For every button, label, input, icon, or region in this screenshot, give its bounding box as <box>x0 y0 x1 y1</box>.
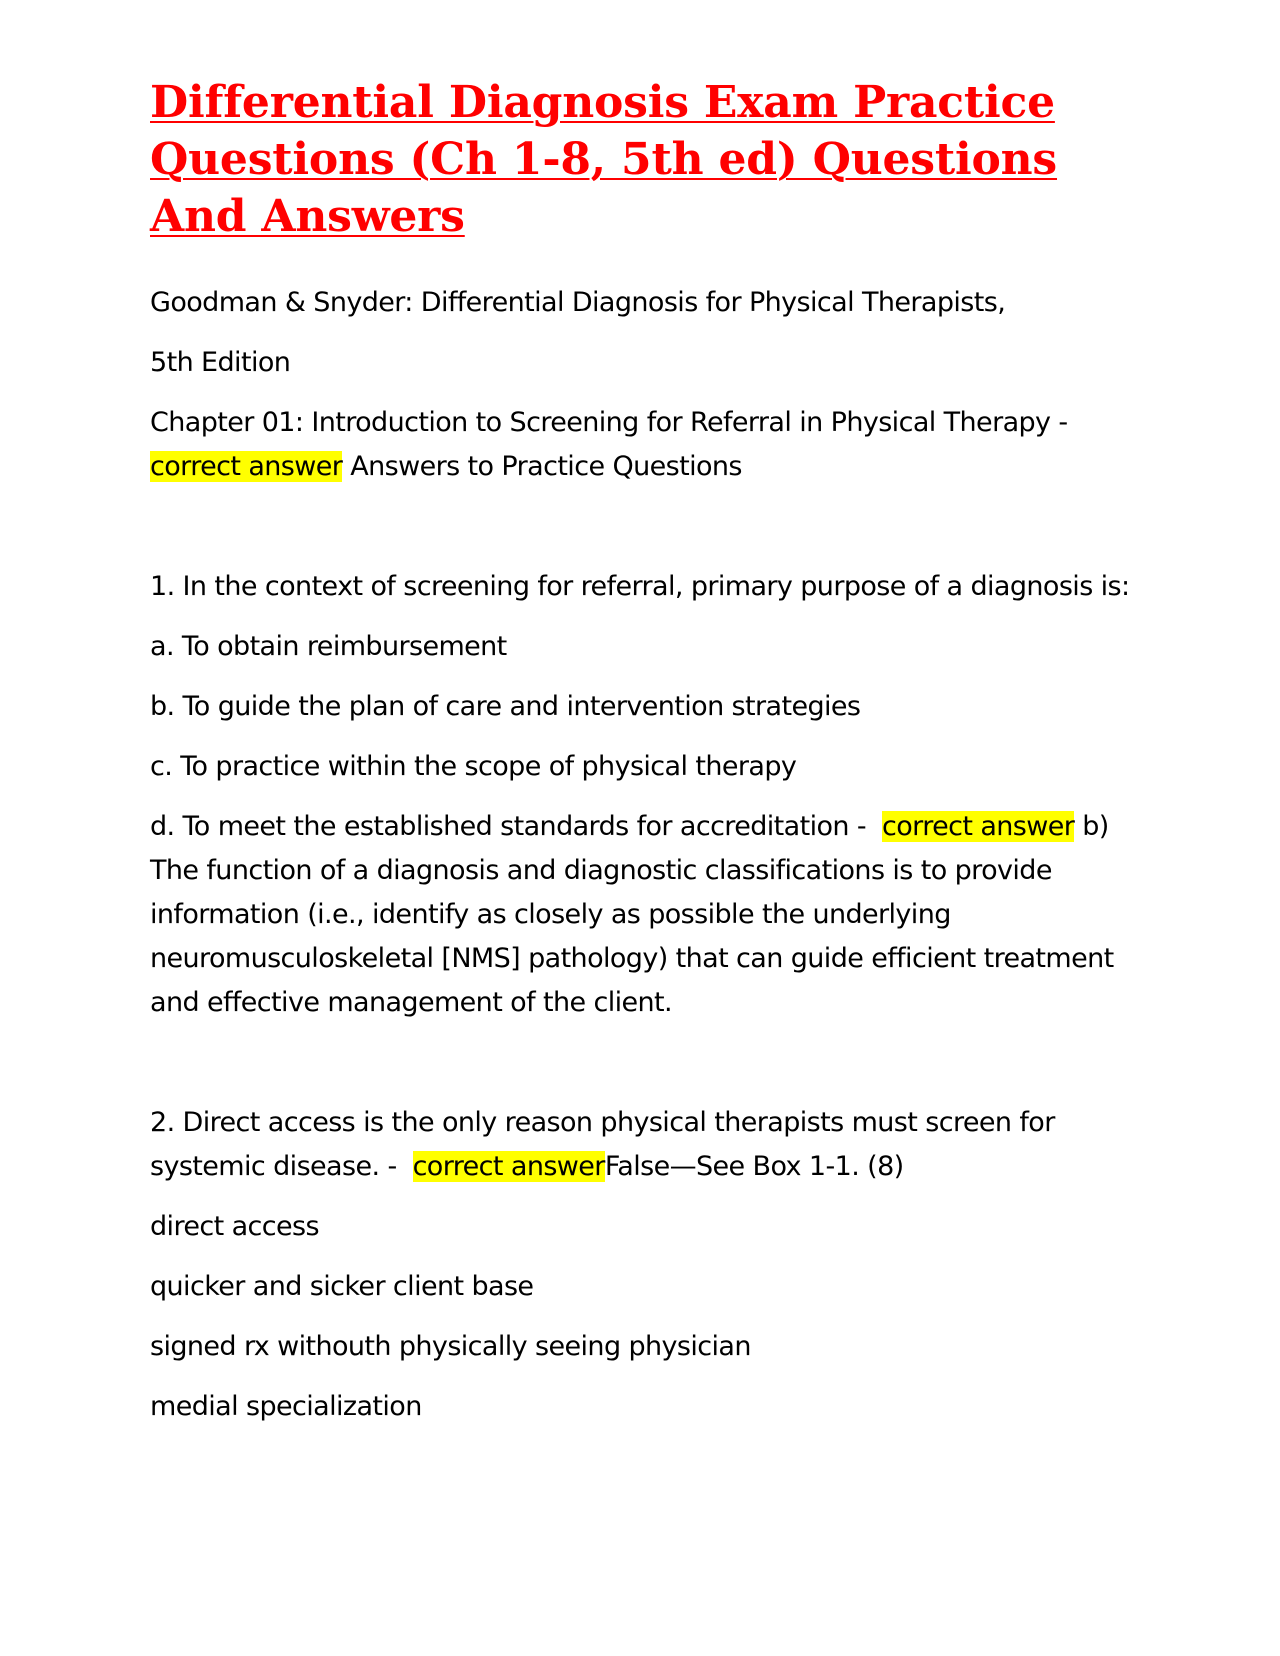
q2-question: 2. Direct access is the only reason physical therapists must screen for systemic disease. - <box>150 1107 1063 1182</box>
q1-option-d: d. To meet the established standards for accreditation - <box>150 811 875 842</box>
chapter-paragraph <box>150 401 1140 489</box>
chapter-text: Chapter 01: Introduction to Screening for Referral in Physical Therapy - <box>150 407 1068 438</box>
spacer <box>150 1041 1140 1101</box>
document-title: Differential Diagnosis Exam Practice Questions (Ch 1-8, 5th ed) Questions And Answers <box>150 77 1058 242</box>
q2-note: direct access <box>150 1211 319 1242</box>
spacer <box>150 505 1140 565</box>
q1-option-a: a. To obtain reimbursement <box>150 631 507 662</box>
q1-question: 1. In the context of screening for referral, primary purpose of a diagnosis is: <box>150 571 1130 602</box>
q2-note: medial specialization <box>150 1391 422 1422</box>
q1-option-d-paragraph <box>150 805 1140 1025</box>
q1-option-b: b. To guide the plan of care and intervention strategies <box>150 691 861 722</box>
q2-note: signed rx withouth physically seeing physician <box>150 1331 751 1362</box>
q2-note: quicker and sicker client base <box>150 1271 534 1302</box>
q2-answer: False—See Box 1-1. (8) <box>604 1151 904 1182</box>
chapter-answer: Answers to Practice Questions <box>350 451 742 482</box>
chapter-correct-answer-highlight: correct answer <box>150 451 343 482</box>
document-page <box>150 74 1140 1445</box>
q1-answer: b) The function of a diagnosis and diagnostic classifications is to provide information (i.e., identify as closely as possible the underlying neuromusculoskeletal [NMS] pathology) that can guide efficient treatment and effective management of the client. <box>150 811 1122 1018</box>
edition-line: 5th Edition <box>150 347 291 378</box>
q2-correct-answer-highlight: correct answer <box>412 1151 605 1182</box>
q2-paragraph <box>150 1101 1140 1189</box>
source-line: Goodman & Snyder: Differential Diagnosis for Physical Therapists, <box>150 287 1006 318</box>
q1-option-c: c. To practice within the scope of physical therapy <box>150 751 797 782</box>
q1-correct-answer-highlight: correct answer <box>882 811 1075 842</box>
